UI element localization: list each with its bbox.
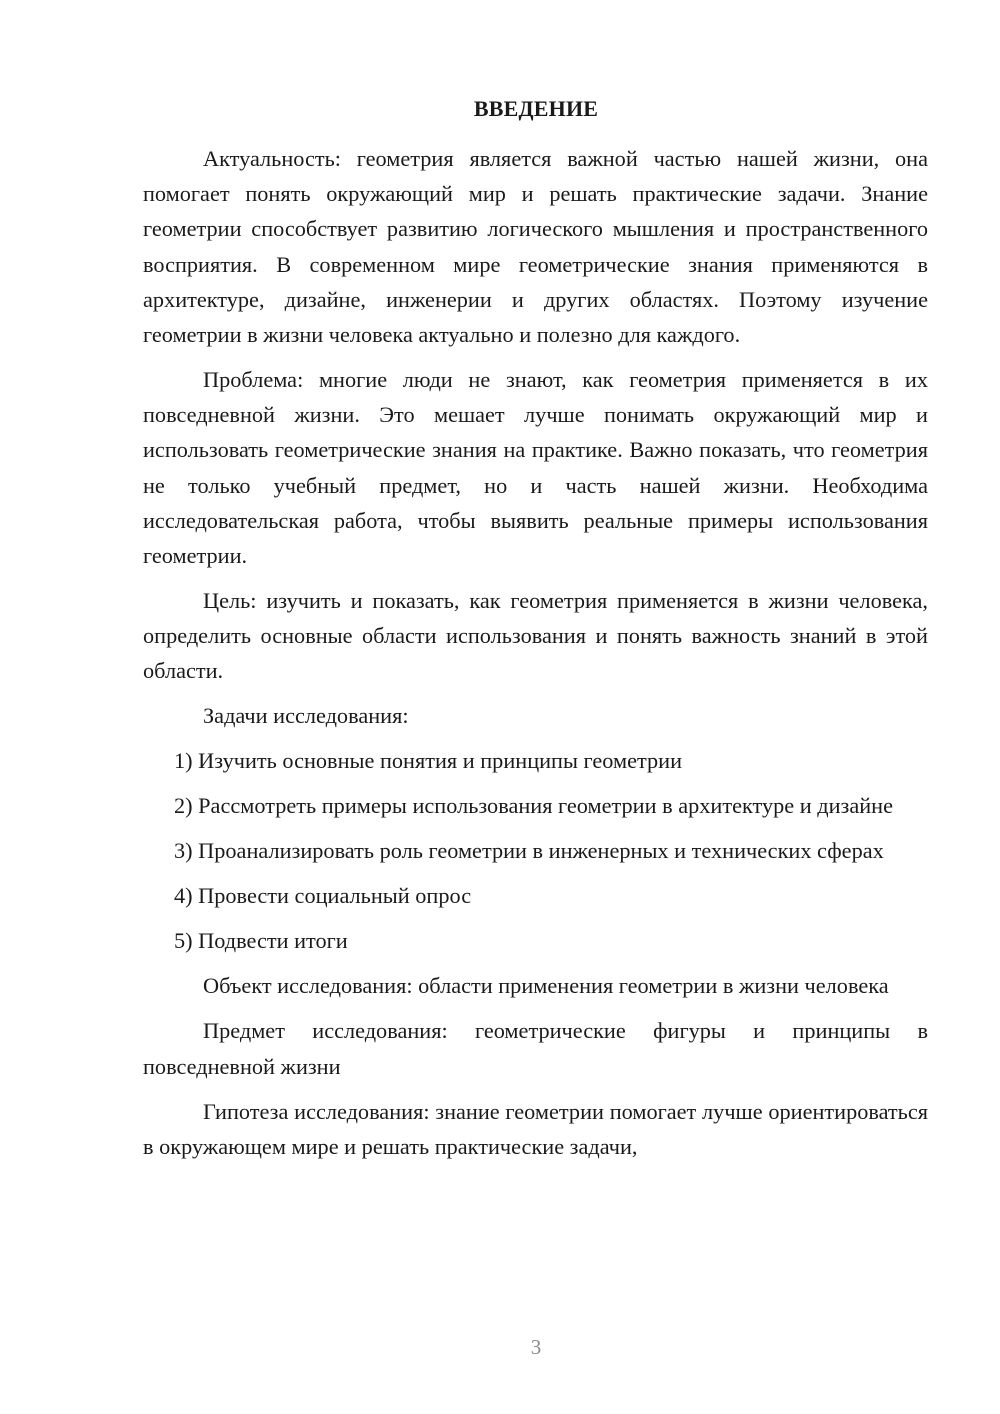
task-item-1: 1) Изучить основные понятия и принципы геометрии [174,748,683,774]
goal-paragraph: Цель: изучить и показать, как геометрия применяется в жизни человека, определить основные области использования и понять важность знаний в этой области. [143,588,928,684]
task-item-5: 5) Подвести итоги [174,928,348,954]
document-body [143,141,928,1174]
task-item-2: 2) Рассмотреть примеры использования геометрии в архитектуре и дизайне [174,793,893,819]
subject-paragraph: Предмет исследования: геометрические фигуры и принципы в повседневной жизни [143,1018,928,1079]
task-item-3: 3) Проанализировать роль геометрии в инженерных и технических сферах [174,838,884,864]
problem-paragraph: Проблема: многие люди не знают, как геометрия применяется в их повседневной жизни. Это мешает лучше понимать окружающий мир и использовать геометрические знания на практике. Важно показать, что геометрия не только учебный предмет, но и часть нашей жизни. Необходима исследовательская работа, чтобы выявить реальные примеры использования геометрии. [143,367,928,569]
object-paragraph: Объект исследования: области применения геометрии в жизни человека [203,973,889,999]
task-item-4: 4) Провести социальный опрос [174,883,472,909]
hypothesis-paragraph: Гипотеза исследования: знание геометрии помогает лучше ориентироваться в окружающем мире и решать практические задачи, [143,1098,928,1159]
relevance-paragraph: Актуальность: геометрия является важной частью нашей жизни, она помогает понять окружающий мир и решать практические задачи. Знание геометрии способствует развитию логического мышления и пространственного восприятия. В современном мире геометрические знания применяются в архитектуре, дизайне, инженерии и других областях. Поэтому изучение геометрии в жизни человека актуально и полезно для каждого. [143,146,928,348]
tasks-heading: Задачи исследования: [203,703,409,729]
page-title: ВВЕДЕНИЕ [473,96,599,121]
page-number: 3 [530,1335,542,1359]
